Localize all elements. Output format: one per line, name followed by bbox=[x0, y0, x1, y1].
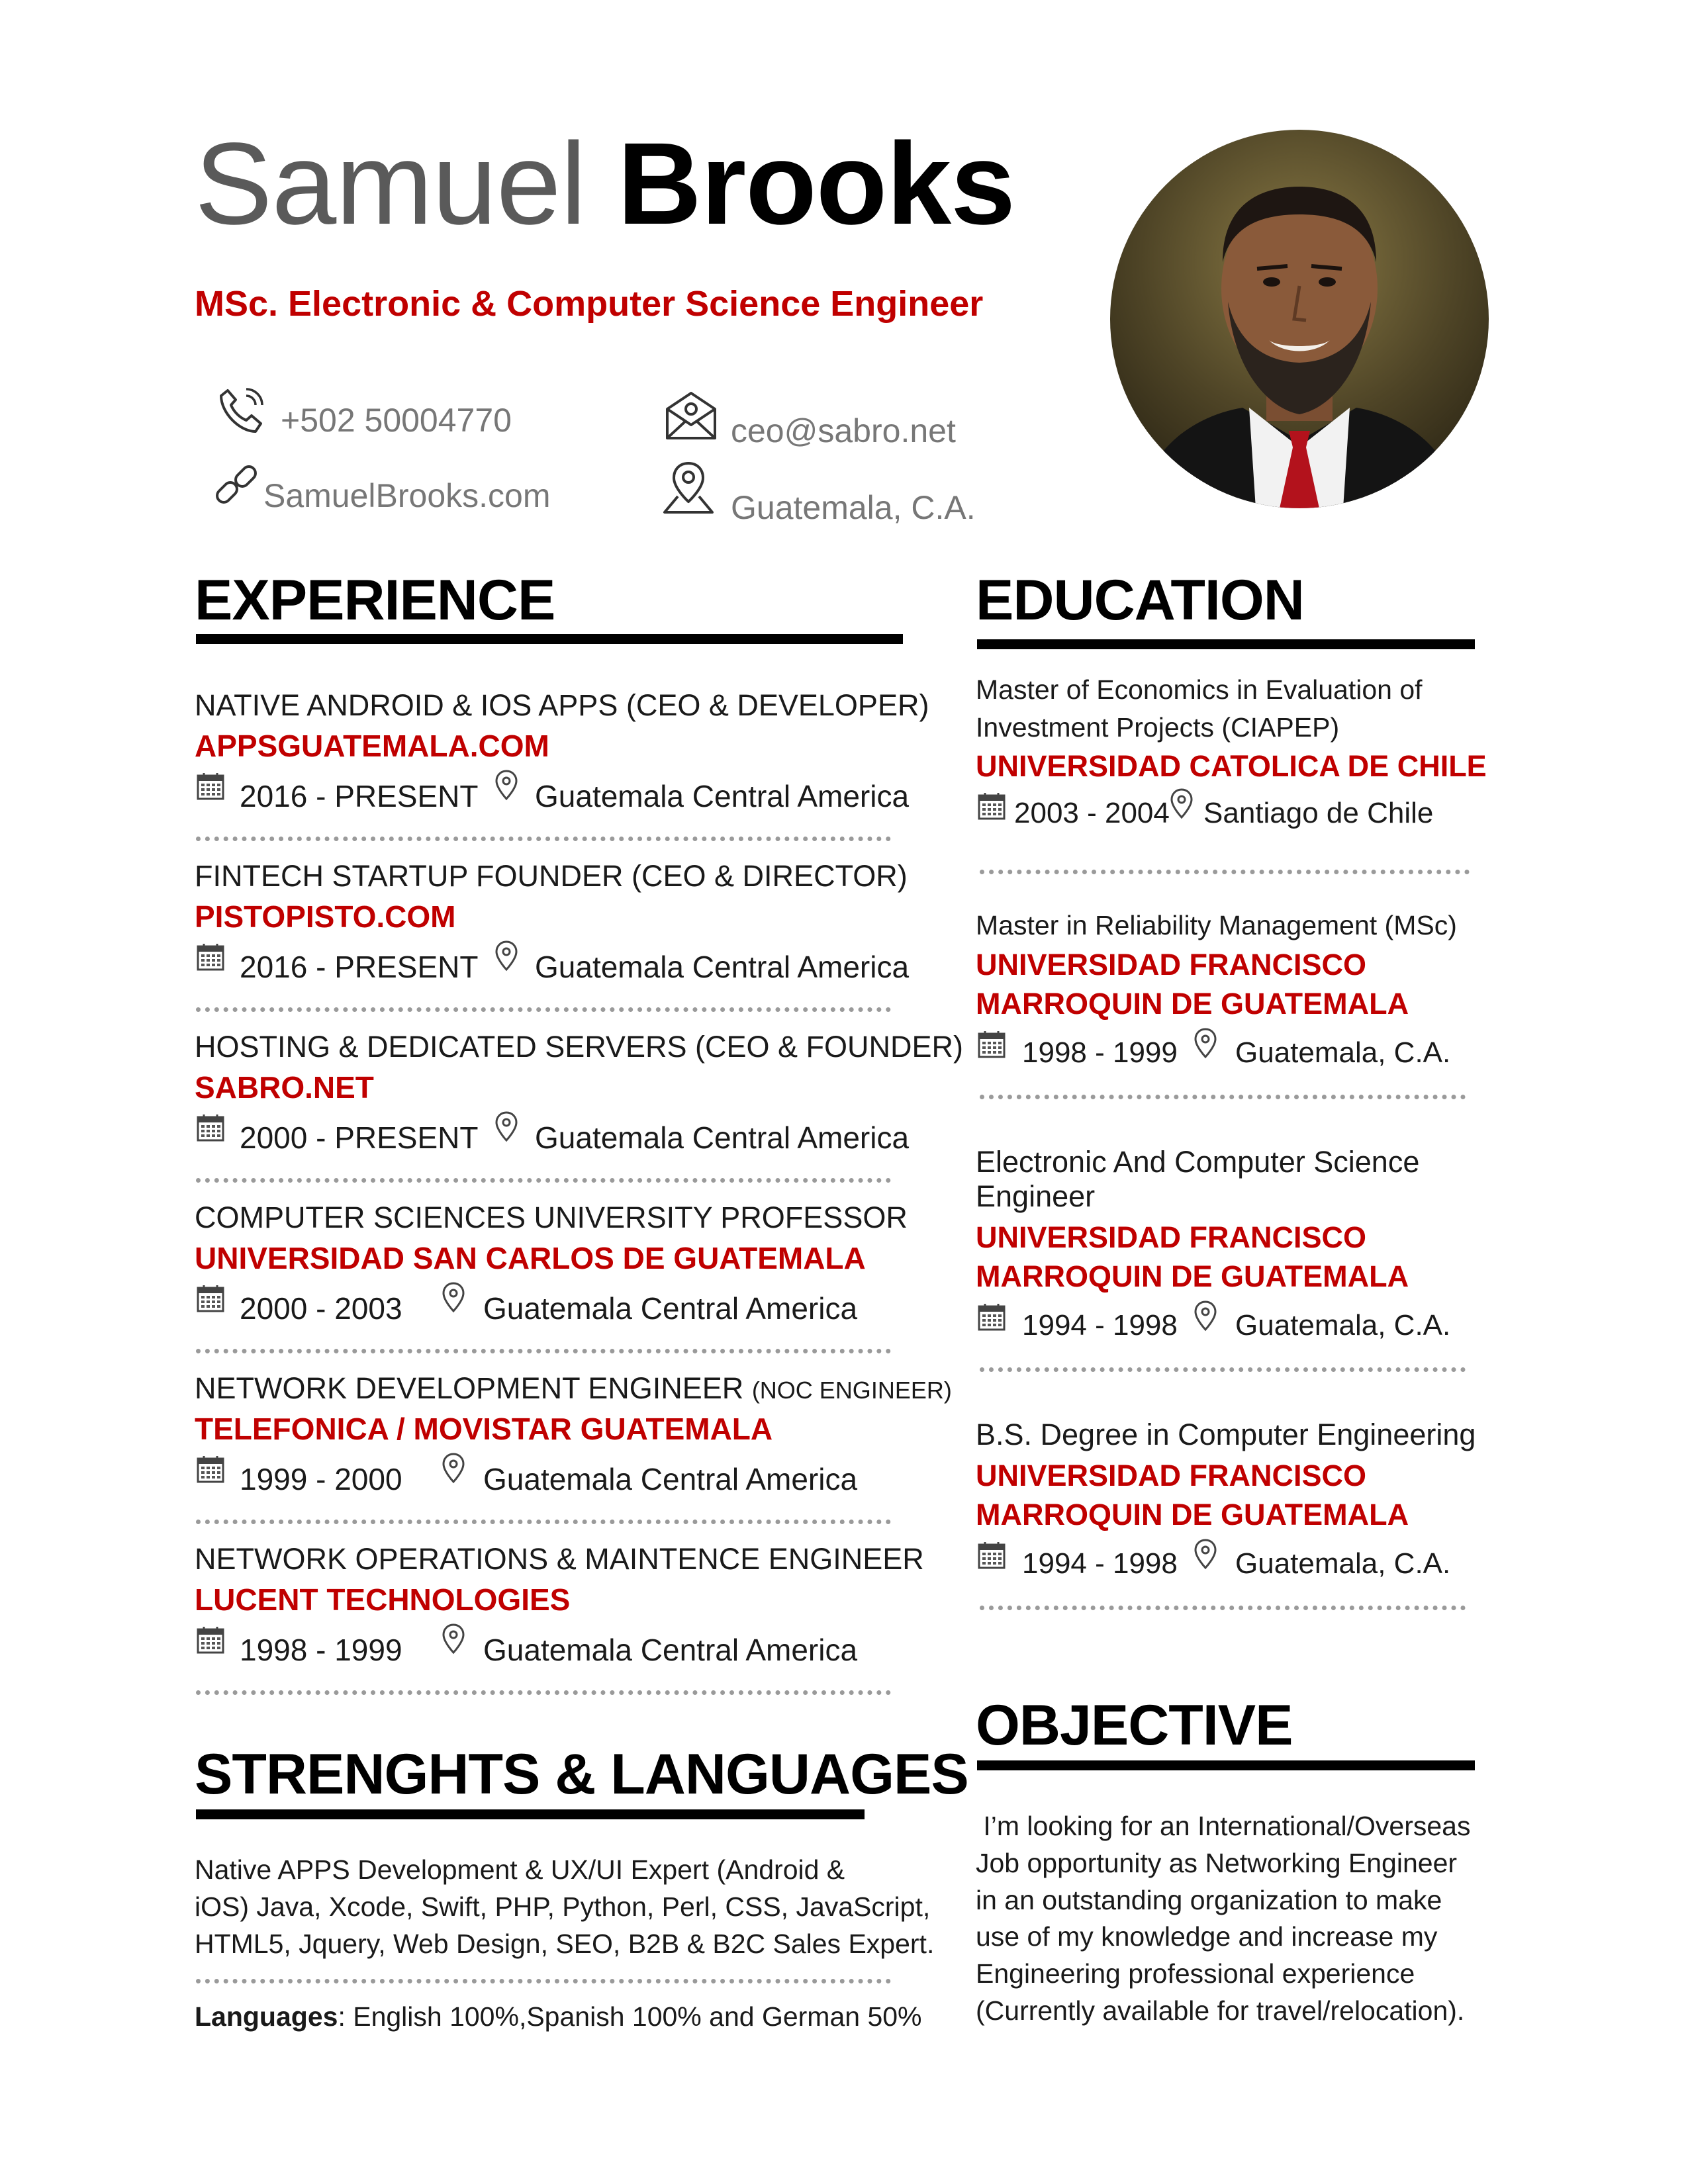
experience-location: Guatemala Central America bbox=[483, 1462, 858, 1496]
link-icon bbox=[209, 458, 265, 514]
pin-icon bbox=[494, 1111, 519, 1142]
experience-location: Guatemala Central America bbox=[535, 779, 910, 813]
experience-heading: EXPERIENCE bbox=[195, 569, 555, 632]
experience-location: Guatemala Central America bbox=[483, 1291, 858, 1326]
education-title-line: Electronic And Computer Science bbox=[976, 1145, 1420, 1179]
objective-line: (Currently available for travel/relocation). bbox=[976, 1995, 1465, 2026]
calendar-icon bbox=[196, 1455, 225, 1484]
experience-dates: 2000 - 2003 bbox=[240, 1291, 402, 1326]
education-school bbox=[976, 1218, 1409, 1297]
divider bbox=[196, 837, 891, 841]
education-location: Santiago de Chile bbox=[1203, 797, 1434, 829]
strengths-line: Native APPS Development & UX/UI Expert (Android & bbox=[195, 1854, 845, 1885]
experience-location: Guatemala Central America bbox=[535, 950, 910, 984]
calendar-icon bbox=[977, 1541, 1006, 1570]
experience-location: Guatemala Central America bbox=[535, 1120, 910, 1155]
education-school-line: UNIVERSIDAD FRANCISCO bbox=[976, 1459, 1367, 1492]
divider bbox=[980, 870, 1470, 874]
experience-title: FINTECH STARTUP FOUNDER (CEO & DIRECTOR) bbox=[195, 859, 908, 893]
calendar-icon bbox=[977, 792, 1006, 821]
location-text: Guatemala, C.A. bbox=[731, 489, 976, 526]
experience-dates: 1999 - 2000 bbox=[240, 1462, 402, 1496]
experience-company[interactable]: SABRO.NET bbox=[195, 1070, 374, 1105]
pin-icon bbox=[494, 769, 519, 801]
experience-title bbox=[195, 1371, 952, 1406]
education-school-line: UNIVERSIDAD FRANCISCO bbox=[976, 1220, 1367, 1254]
divider bbox=[196, 1007, 891, 1012]
education-school bbox=[976, 945, 1409, 1024]
education-dates: 2003 - 2004 bbox=[1014, 797, 1170, 829]
experience-rule bbox=[196, 634, 903, 644]
objective-line: use of my knowledge and increase my bbox=[976, 1921, 1438, 1952]
experience-title: HOSTING & DEDICATED SERVERS (CEO & FOUNDER) bbox=[195, 1030, 963, 1064]
education-dates: 1998 - 1999 bbox=[1022, 1036, 1178, 1069]
education-school bbox=[976, 1456, 1409, 1535]
objective-line: in an outstanding organization to make bbox=[976, 1884, 1442, 1915]
education-rule bbox=[977, 639, 1475, 649]
experience-title-note: (NOC ENGINEER) bbox=[751, 1377, 952, 1404]
pin-icon bbox=[1193, 1300, 1218, 1332]
first-name: Samuel bbox=[195, 119, 586, 249]
experience-dates: 2016 - PRESENT bbox=[240, 779, 479, 813]
education-dates: 1994 - 1998 bbox=[1022, 1309, 1178, 1342]
languages-label: Languages bbox=[195, 2001, 338, 2032]
experience-title: NATIVE ANDROID & IOS APPS (CEO & DEVELOPER) bbox=[195, 688, 929, 722]
experience-company[interactable]: TELEFONICA / MOVISTAR GUATEMALA bbox=[195, 1412, 773, 1446]
website-link[interactable]: SamuelBrooks.com bbox=[263, 477, 551, 514]
strengths-line: iOS) Java, Xcode, Swift, PHP, Python, Perl, CSS, JavaScript, bbox=[195, 1891, 931, 1922]
experience-company[interactable]: APPSGUATEMALA.COM bbox=[195, 729, 549, 763]
pin-icon bbox=[494, 940, 519, 972]
education-title bbox=[976, 671, 1423, 746]
experience-dates: 2000 - PRESENT bbox=[240, 1120, 479, 1155]
professional-title: MSc. Electronic & Computer Science Engineer bbox=[195, 284, 984, 324]
pin-icon bbox=[1193, 1538, 1218, 1570]
education-school-line: MARROQUIN DE GUATEMALA bbox=[976, 1498, 1409, 1532]
divider bbox=[980, 1606, 1466, 1610]
objective-line: I’m looking for an International/Overseas bbox=[976, 1811, 1471, 1841]
education-title-line: Engineer bbox=[976, 1179, 1096, 1214]
experience-company[interactable]: PISTOPISTO.COM bbox=[195, 899, 456, 934]
objective-rule bbox=[977, 1760, 1475, 1770]
divider bbox=[980, 1095, 1466, 1099]
languages-line bbox=[195, 1999, 922, 2036]
profile-photo bbox=[1110, 130, 1489, 508]
experience-location: Guatemala Central America bbox=[483, 1633, 858, 1667]
candidate-name bbox=[195, 119, 1015, 249]
experience-dates: 2016 - PRESENT bbox=[240, 950, 479, 984]
experience-title: NETWORK OPERATIONS & MAINTENCE ENGINEER bbox=[195, 1542, 924, 1576]
experience-company[interactable]: UNIVERSIDAD SAN CARLOS DE GUATEMALA bbox=[195, 1241, 866, 1275]
pin-icon bbox=[441, 1623, 466, 1655]
education-school-line: UNIVERSIDAD FRANCISCO bbox=[976, 948, 1367, 981]
calendar-icon bbox=[196, 1113, 225, 1142]
experience-company[interactable]: LUCENT TECHNOLOGIES bbox=[195, 1582, 571, 1617]
education-title: B.S. Degree in Computer Engineering bbox=[976, 1418, 1476, 1451]
calendar-icon bbox=[977, 1030, 1006, 1059]
pin-icon bbox=[1169, 788, 1194, 819]
strengths-heading: STRENGHTS & LANGUAGES bbox=[195, 1743, 968, 1806]
phone-number[interactable]: +502 50004770 bbox=[281, 402, 512, 439]
education-heading: EDUCATION bbox=[976, 569, 1304, 632]
last-name: Brooks bbox=[617, 119, 1015, 249]
divider bbox=[196, 1349, 891, 1353]
education-location: Guatemala, C.A. bbox=[1235, 1036, 1451, 1069]
education-title-line: Investment Projects (CIAPEP) bbox=[976, 711, 1340, 743]
experience-title: COMPUTER SCIENCES UNIVERSITY PROFESSOR bbox=[195, 1201, 908, 1234]
location-icon bbox=[661, 459, 716, 515]
education-location: Guatemala, C.A. bbox=[1235, 1309, 1451, 1342]
divider bbox=[980, 1367, 1466, 1372]
pin-icon bbox=[1193, 1027, 1218, 1059]
calendar-icon bbox=[196, 1625, 225, 1655]
objective-heading: OBJECTIVE bbox=[976, 1694, 1293, 1757]
strengths-line: HTML5, Jquery, Web Design, SEO, B2B & B2C Sales Expert. bbox=[195, 1929, 935, 1959]
education-location: Guatemala, C.A. bbox=[1235, 1547, 1451, 1580]
divider bbox=[196, 1979, 891, 1983]
strengths-rule bbox=[196, 1809, 865, 1819]
education-school-line: MARROQUIN DE GUATEMALA bbox=[976, 987, 1409, 1021]
calendar-icon bbox=[977, 1302, 1006, 1332]
education-school-line: MARROQUIN DE GUATEMALA bbox=[976, 1259, 1409, 1294]
calendar-icon bbox=[196, 1284, 225, 1313]
calendar-icon bbox=[196, 772, 225, 801]
divider bbox=[196, 1690, 891, 1695]
calendar-icon bbox=[196, 942, 225, 972]
education-title bbox=[976, 1145, 1419, 1214]
education-school: UNIVERSIDAD CATOLICA DE CHILE bbox=[976, 749, 1487, 783]
languages-text: : English 100%,Spanish 100% and German 50% bbox=[338, 2001, 922, 2032]
pin-icon bbox=[441, 1452, 466, 1484]
education-title-line: Master of Economics in Evaluation of bbox=[976, 674, 1423, 705]
education-dates: 1994 - 1998 bbox=[1022, 1547, 1178, 1580]
email-address[interactable]: ceo@sabro.net bbox=[731, 412, 956, 449]
objective-text bbox=[976, 1808, 1471, 2030]
experience-dates: 1998 - 1999 bbox=[240, 1633, 402, 1667]
email-icon bbox=[663, 388, 719, 443]
education-title: Master in Reliability Management (MSc) bbox=[976, 910, 1457, 940]
phone-icon bbox=[213, 383, 269, 438]
divider bbox=[196, 1178, 891, 1183]
pin-icon bbox=[441, 1281, 466, 1313]
objective-line: Job opportunity as Networking Engineer bbox=[976, 1847, 1458, 1878]
objective-line: Engineering professional experience bbox=[976, 1958, 1415, 1989]
divider bbox=[196, 1520, 891, 1524]
experience-title-text: NETWORK DEVELOPMENT ENGINEER bbox=[195, 1371, 744, 1405]
